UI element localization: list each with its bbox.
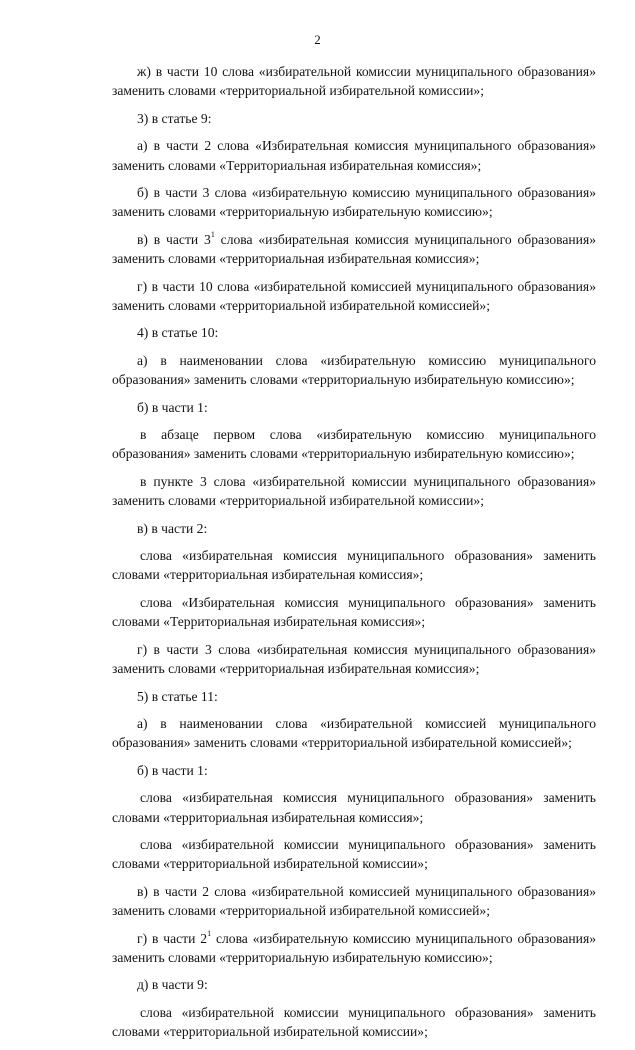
amendment-paragraph: 3) в статье 9: [137, 110, 212, 126]
paragraph-text-before: в) в части 3 [137, 231, 211, 247]
amendment-paragraph: слова «Избирательная комиссия муниципального образования» заменить словами «Территориальная избирательная комиссия»; [112, 594, 596, 630]
amendment-paragraph: г) в части 10 слова «избирательной комиссией муниципального образования» заменить словами «территориальной избирательной комиссией»; [112, 278, 596, 313]
amendment-paragraph: слова «избирательной комиссии муниципального образования» заменить словами «территориальной избирательной комиссии»; [112, 837, 596, 872]
document-body [112, 62, 596, 1050]
amendment-paragraph: в абзаце первом слова «избирательную комиссию муниципального образования» заменить словами «территориальную избирательную комиссию»; [112, 427, 596, 462]
superscript-index: 1 [210, 230, 215, 240]
amendment-paragraph [112, 230, 596, 269]
amendment-paragraph: в) в части 2 слова «избирательной комиссией муниципального образования» заменить словами «территориальной избирательной комиссией»; [112, 883, 596, 919]
amendment-paragraph: г) в части 3 слова «избирательная комиссия муниципального образования» заменить словами «территориальная избирательная комиссия»; [112, 641, 596, 677]
page-number: 2 [314, 32, 321, 47]
amendment-paragraph: б) в части 3 слова «избирательную комиссию муниципального образования» заменить словами «территориальную избирательную комиссию»; [112, 185, 596, 220]
amendment-paragraph: б) в части 1: [137, 762, 208, 778]
paragraph-text-before: г) в части 2 [137, 930, 208, 946]
paragraph-text-after: слова «избирательную комиссию муниципального образования» заменить словами «территориальную избирательную комиссию»; [112, 930, 596, 965]
amendment-paragraph: в) в части 2: [137, 520, 208, 536]
amendment-paragraph: а) в наименовании слова «избирательную комиссию муниципального образования» заменить словами «территориальную избирательную комиссию»; [112, 352, 596, 388]
paragraph-text-after: слова «избирательная комиссия муниципального образования» заменить словами «территориальная избирательная комиссия»; [112, 231, 596, 267]
amendment-paragraph [112, 929, 596, 968]
amendment-paragraph: 5) в статье 11: [137, 688, 218, 704]
amendment-paragraph: ж) в части 10 слова «избирательной комиссии муниципального образования» заменить словами «территориальной избирательной комиссии»; [112, 64, 596, 99]
amendment-paragraph: б) в части 1: [137, 399, 208, 415]
amendment-paragraph: слова «избирательная комиссия муниципального образования» заменить словами «территориальная избирательная комиссия»; [112, 548, 596, 583]
amendment-paragraph: д) в части 9: [137, 977, 208, 993]
amendment-paragraph: а) в наименовании слова «избирательной комиссией муниципального образования» заменить словами «территориальной избирательной комиссией»; [112, 716, 596, 751]
amendment-paragraph: в пункте 3 слова «избирательной комиссии муниципального образования» заменить словами «территориальной избирательной комиссии»; [112, 473, 596, 509]
amendment-paragraph: 4) в статье 10: [137, 325, 219, 341]
amendment-paragraph: слова «избирательная комиссия муниципального образования» заменить словами «территориальная избирательная комиссия»; [112, 790, 596, 825]
superscript-index: 1 [207, 929, 212, 939]
amendment-paragraph: слова «избирательной комиссии муниципального образования» заменить словами «территориальной избирательной комиссии»; [112, 1004, 596, 1040]
amendment-paragraph: а) в части 2 слова «Избирательная комиссия муниципального образования» заменить словами «Территориальная избирательная комиссия»; [112, 138, 596, 173]
